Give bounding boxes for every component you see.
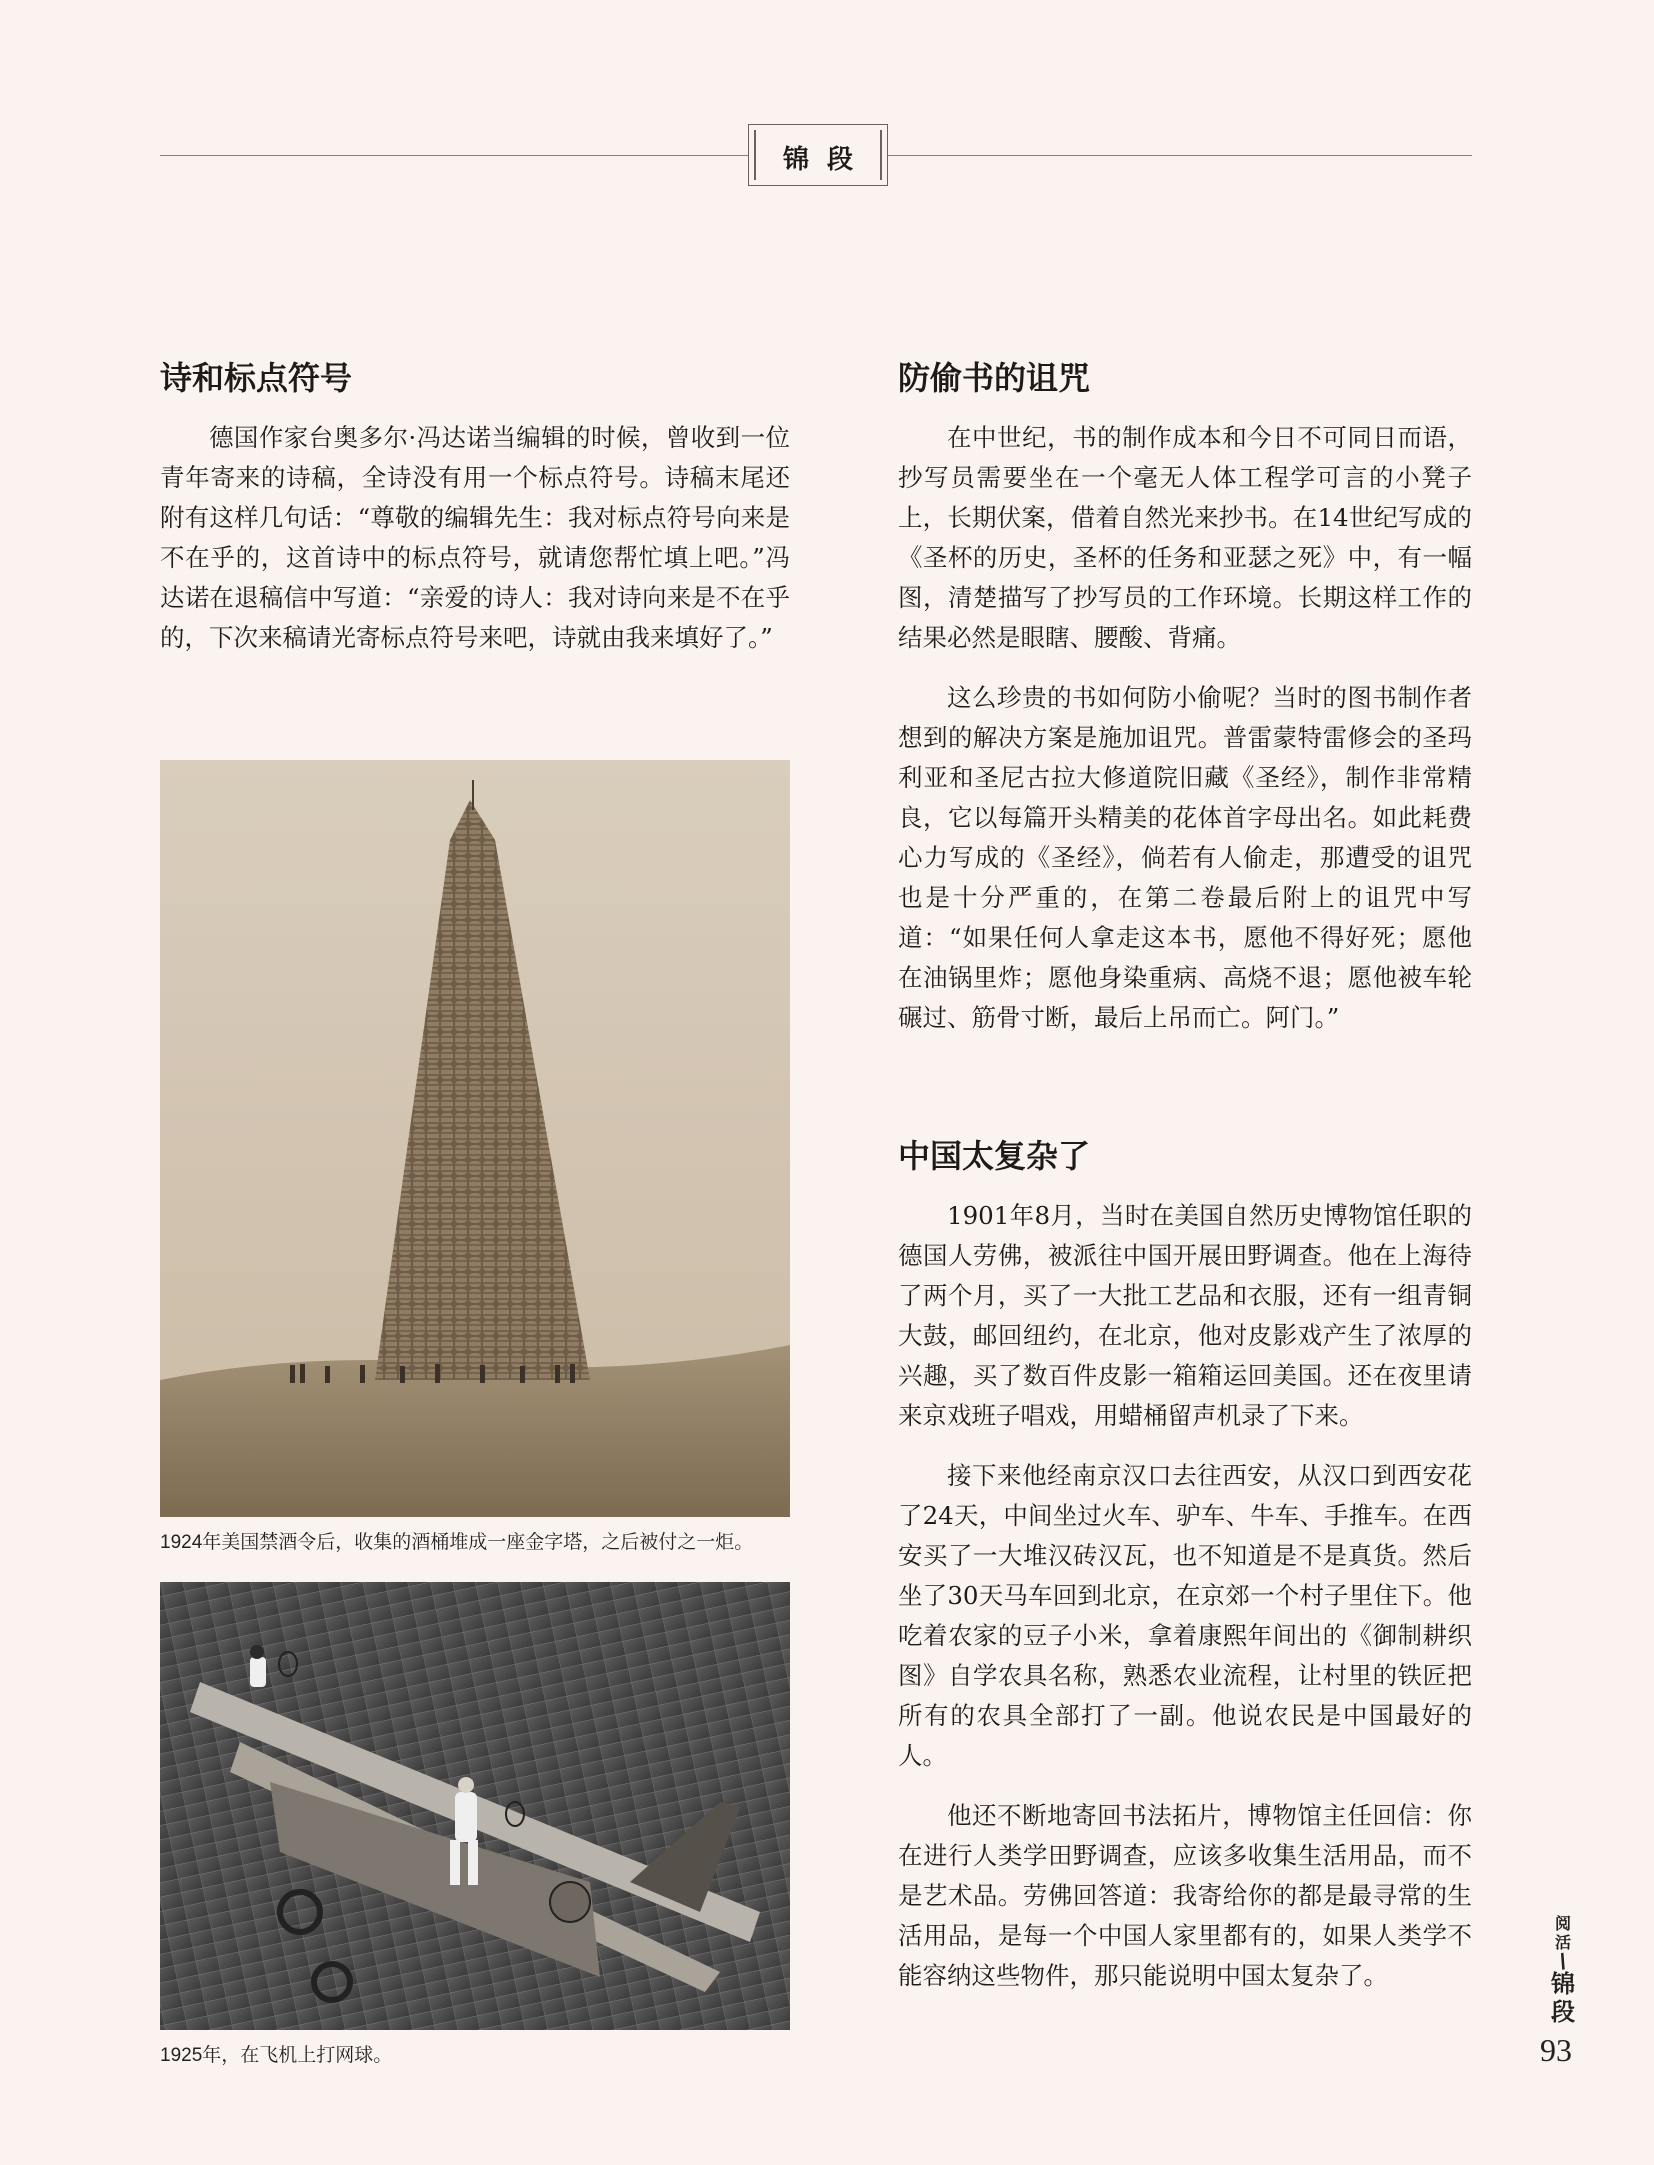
photo-caption: 1925年，在飞机上打网球。 <box>160 2045 393 2066</box>
article-paragraph: 这么珍贵的书如何防小偷呢？当时的图书制作者想到的解决方案是施加诅咒。普雷蒙特雷修会的圣玛利亚和圣尼古拉大修道院旧藏《圣经》，制作非常精良，它以每篇开头精美的花体首字母出名。如此耗费心力写成的《圣经》，倘若有人偷走，那遭受的诅咒也是十分严重的，在第二卷最后附上的诅咒中写道：“如果任何人拿走这本书，愿他不得好死；愿他在油锅里炸；愿他身染重病、高烧不退；愿他被车轮碾过、筋骨寸断，最后上吊而亡。阿门。” <box>898 683 1472 1032</box>
article-title-book-curse: 防偷书的诅咒 <box>898 359 1091 397</box>
photo-barrel-pyramid <box>160 760 790 1517</box>
slash-divider: / <box>1556 1948 1570 1975</box>
right-column <box>898 356 1472 2016</box>
article-title-china-complex: 中国太复杂了 <box>898 1137 1091 1175</box>
page-number: 93 <box>1540 2032 1572 2068</box>
column-name: 锦 段 <box>1551 1971 1575 2026</box>
magazine-name: 阅 活 <box>1554 1916 1571 1952</box>
article-paragraph: 1901年8月，当时在美国自然历史博物馆任职的德国人劳佛，被派往中国开展田野调查。他在上海待了两个月，买了一大批工艺品和衣服，还有一组青铜大鼓，邮回纽约，在北京，他对皮影戏产生了浓厚的兴趣，买了数百件皮影一箱箱运回美国。还在夜里请来京戏班子唱戏，用蜡桶留声机录了下来。 <box>898 1201 1472 1430</box>
section-tag <box>748 124 888 186</box>
magazine-side-label <box>1548 1915 1578 2027</box>
article-paragraph: 德国作家台奥多尔·冯达诺当编辑的时候，曾收到一位青年寄来的诗稿，全诗没有用一个标点符号。诗稿末尾还附有这样几句话：“尊敬的编辑先生：我对标点符号向来是不在乎的，这首诗中的标点符号，就请您帮忙填上吧。”冯达诺在退稿信中写道：“亲爱的诗人：我对诗向来是不在乎的，下次来稿请光寄标点符号来吧，诗就由我来填好了。” <box>160 423 790 652</box>
article-book-curse <box>898 356 1472 1038</box>
photo-caption: 1924年美国禁酒令后，收集的酒桶堆成一座金字塔，之后被付之一炬。 <box>160 1532 754 1553</box>
left-column <box>160 356 790 678</box>
article-china-complex <box>898 1134 1472 1996</box>
article-paragraph: 在中世纪，书的制作成本和今日不可同日而语，抄写员需要坐在一个毫无人体工程学可言的小凳子上，长期伏案，借着自然光来抄书。在14世纪写成的《圣杯的历史，圣杯的任务和亚瑟之死》中，有一幅图，清楚描写了抄写员的工作环境。长期这样工作的结果必然是眼瞎、腰酸、背痛。 <box>898 423 1472 652</box>
article-paragraph: 接下来他经南京汉口去往西安，从汉口到西安花了24天，中间坐过火车、驴车、牛车、手推车。在西安买了一大堆汉砖汉瓦，也不知道是不是真货。然后坐了30天马车回到北京，在京郊一个村子里住下。他吃着农家的豆子小米，拿着康熙年间出的《御制耕织图》自学农具名称，熟悉农业流程，让村里的铁匠把所有的农具全部打了一副。他说农民是中国最好的人。 <box>898 1461 1472 1770</box>
section-tag-label: 锦段 <box>782 145 871 175</box>
article-paragraph: 他还不断地寄回书法拓片，博物馆主任回信：你在进行人类学田野调查，应该多收集生活用品，而不是艺术品。劳佛回答道：我寄给你的都是最寻常的生活用品，是每一个中国人家里都有的，如果人类学不能容纳这些物件，那只能说明中国太复杂了。 <box>898 1801 1472 1990</box>
article-title-punctuation: 诗和标点符号 <box>160 359 353 397</box>
photo-tennis-on-plane <box>160 1582 790 2030</box>
